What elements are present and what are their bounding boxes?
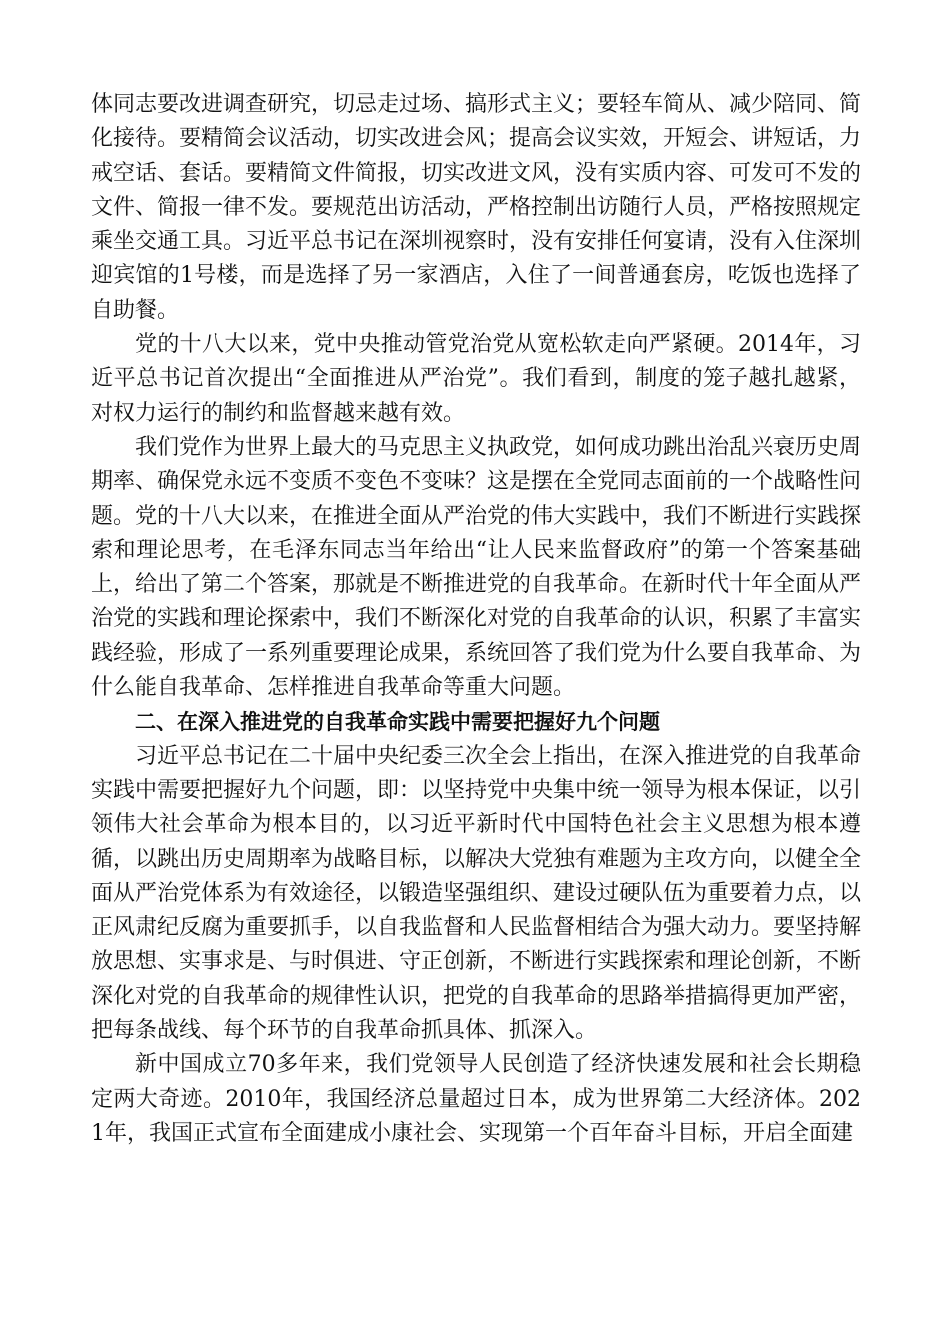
paragraph-continuation: 体同志要改进调查研究，切忌走过场、搞形式主义；要轻车简从、减少陪同、简化接待。要精简会议活动，切实改进会风；提高会议实效，开短会、讲短话，力戒空话、套话。要精简文件简报，切实改进文风，没有实质内容、可发可不发的文件、简报一律不发。要规范出访活动，严格控制出访随行人员，严格按照规定乘坐交通工具。习近平总书记在深圳视察时，没有安排任何宴请，没有入住深圳迎宾馆的1号楼，而是选择了另一家酒店，入住了一间普通套房，吃饭也选择了自助餐。 [91,92,862,323]
document-body [91,88,861,1151]
paragraph-self-revolution: 我们党作为世界上最大的马克思主义执政党，如何成功跳出治乱兴衰历史周期率、确保党永远不变质不变色不变味？这是摆在全党同志面前的一个战略性问题。党的十八大以来，在推进全面从严治党的伟大实践中，我们不断进行实践探索和理论思考，在毛泽东同志当年给出“让人民来监督政府”的第一个答案基础上，给出了第二个答案，那就是不断推进党的自我革命。在新时代十年全面从严治党的实践和理论探索中，我们不断深化对党的自我革命的认识，积累了丰富实践经验，形成了一系列重要理论成果，系统回答了我们党为什么要自我革命、为什么能自我革命、怎样推进自我革命等重大问题。 [91,434,862,701]
paragraph-two-miracles: 新中国成立70多年来，我们党领导人民创造了经济快速发展和社会长期稳定两大奇迹。2010年，我国经济总量超过日本，成为世界第二大经济体。2021年，我国正式宣布全面建成小康社会、实现第一个百年奋斗目标，开启全面建 [91,1052,861,1146]
paragraph-nine-issues: 习近平总书记在二十届中央纪委三次全会上指出，在深入推进党的自我革命实践中需要把握好九个问题，即：以坚持党中央集中统一领导为根本保证，以引领伟大社会革命为根本目的，以习近平新时代中国特色社会主义思想为根本遵循，以跳出历史周期率为战略目标，以解决大党独有难题为主攻方向，以健全全面从严治党体系为有效途径，以锻造坚强组织、建设过硬队伍为重要着力点，以正风肃纪反腐为重要抓手，以自我监督和人民监督相结合为强大动力。要坚持解放思想、实事求是、与时俱进、守正创新，不断进行实践探索和理论创新，不断深化对党的自我革命的规律性认识，把党的自我革命的思路举措搞得更加严密，把每条战线、每个环节的自我革命抓具体、抓深入。 [91,743,862,1044]
section-heading: 二、在深入推进党的自我革命实践中需要把握好九个问题 [135,710,660,735]
paragraph-party-discipline: 党的十八大以来，党中央推动管党治党从宽松软走向严紧硬。2014年，习近平总书记首次提出“全面推进从严治党”。我们看到，制度的笼子越扎越紧，对权力运行的制约和监督越来越有效。 [91,332,861,426]
